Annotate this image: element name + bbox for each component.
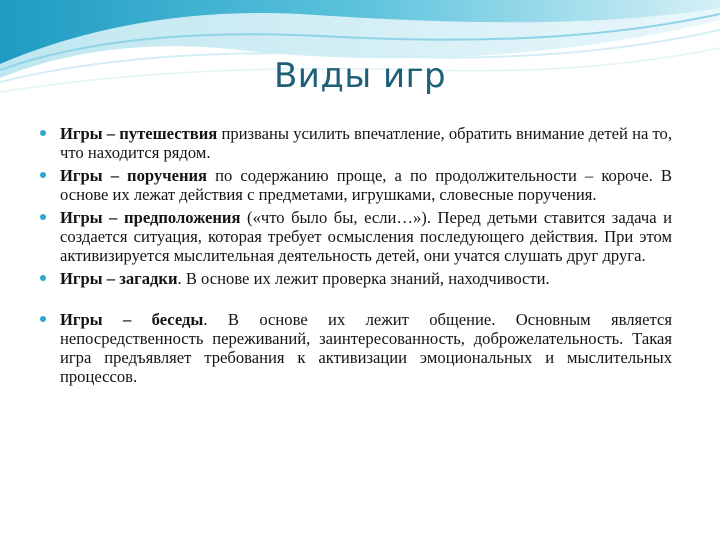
bullet-icon: [40, 130, 46, 136]
item-text: . В основе их лежит проверка знаний, находчивости.: [177, 269, 550, 288]
list-item: [40, 166, 672, 204]
content-list: [40, 124, 672, 390]
slide-title: Виды игр: [273, 56, 447, 96]
item-text: . В основе их лежит общение. Основным является непосредственность переживаний, заинтересованность, доброжелательность. Такая игра предъявляет требования к активизации эмоциональных и мыслительных процессов.: [60, 310, 672, 386]
bullet-icon: [40, 275, 46, 281]
item-term: Игры – предположения: [60, 208, 241, 227]
item-term: Игры – поручения: [60, 166, 208, 185]
bullet-icon: [40, 316, 46, 322]
item-text: («что было бы, если…»). Перед детьми ставится задача и создается ситуация, которая требует осмысления последующего действия. При этом активизируется мыслительная деятельность детей, они учатся слушать друг друга.: [60, 208, 672, 265]
item-term: Игры – беседы: [60, 310, 204, 329]
list-item: [40, 310, 672, 386]
item-term: Игры – загадки: [60, 269, 178, 288]
item-term: Игры – путешествия: [60, 124, 218, 143]
list-item: [40, 269, 672, 288]
list-item: [40, 208, 672, 265]
bullet-icon: [40, 214, 46, 220]
item-text: призваны усилить впечатление, обратить внимание детей на то, что находится рядом.: [60, 124, 673, 162]
bullet-icon: [40, 172, 46, 178]
item-text: по содержанию проще, а по продолжительности – короче. В основе их лежат действия с предметами, игрушками, словесные поручения.: [60, 166, 672, 204]
list-item: [40, 124, 672, 162]
